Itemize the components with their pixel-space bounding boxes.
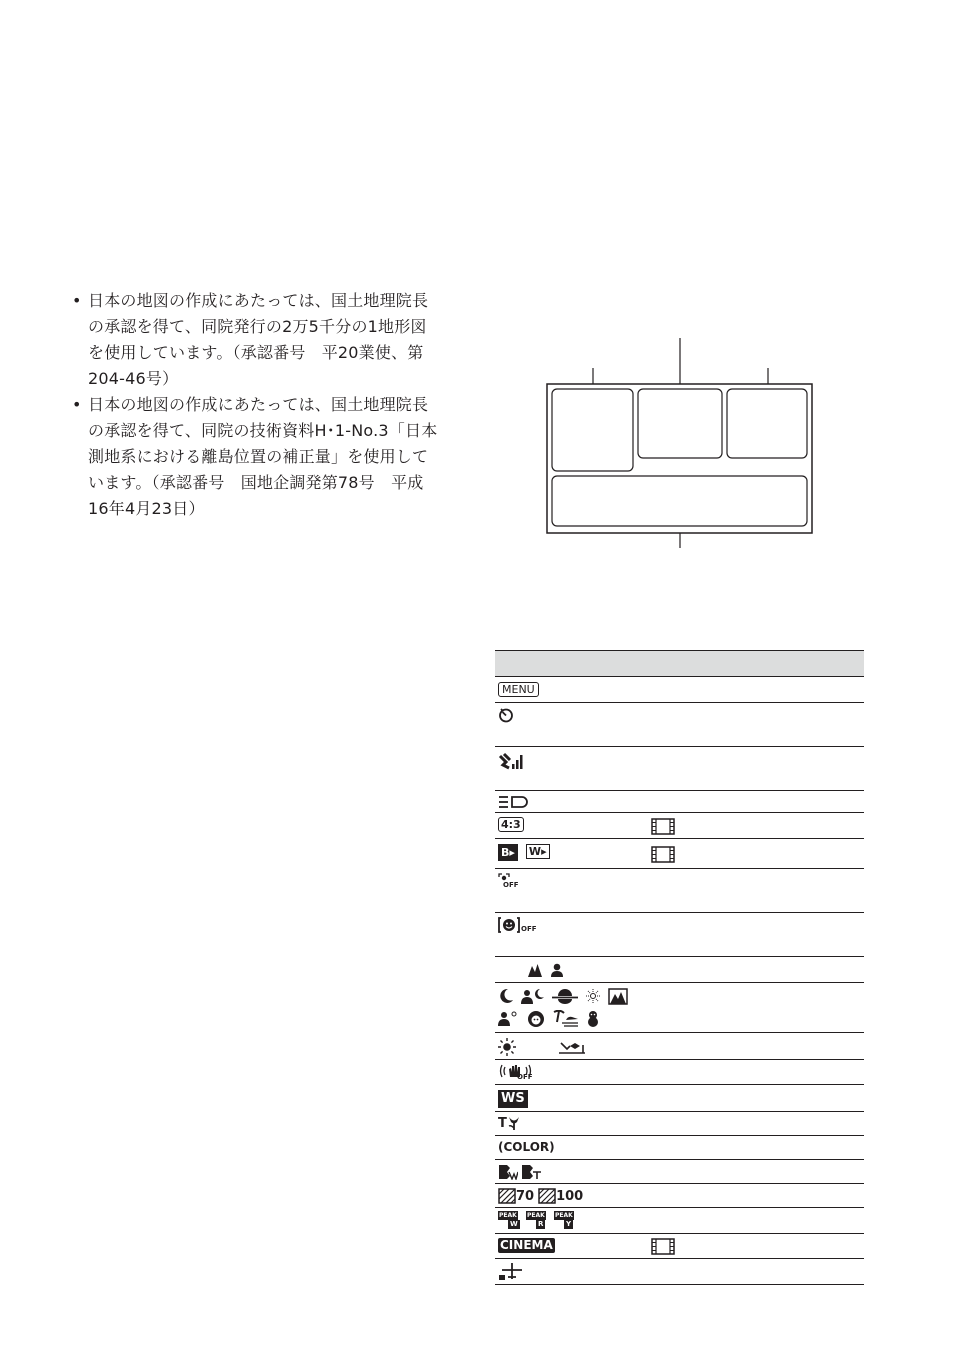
peaking-y-icon — [554, 1211, 578, 1231]
note-line: 日本の地図の作成にあたっては、国土地理院長 — [88, 395, 429, 414]
table-row — [495, 1112, 864, 1136]
table-row — [495, 1136, 864, 1160]
note-line: 測地系における離島位置の補正量」を使用して — [88, 447, 429, 466]
zebra-70-label: 70 — [516, 1189, 535, 1204]
peak-letter: R — [538, 1220, 544, 1228]
note-line: の承認を得て、同院の技術資料H･1-No.3「日本 — [88, 421, 438, 440]
area-center — [638, 389, 722, 458]
note-line: 日本の地図の作成にあたっては、国土地理院長 — [88, 291, 429, 310]
table-row — [495, 983, 864, 1033]
video-light-icon — [498, 795, 528, 809]
steadyshot-off-icon — [498, 1063, 534, 1081]
bullet: • — [72, 291, 82, 310]
landscape-icon — [528, 963, 542, 977]
peak-label: PEAK — [555, 1212, 573, 1219]
zebra-100-label: 100 — [556, 1189, 584, 1204]
table-row — [495, 1184, 864, 1208]
table-row — [495, 747, 864, 791]
snow-icon — [585, 1010, 601, 1027]
low-lux-w-icon — [498, 1164, 518, 1180]
sunrise-sunset-icon — [552, 988, 578, 1004]
menu-icon — [498, 682, 539, 697]
cinema-icon — [498, 1238, 555, 1253]
night-icon — [498, 988, 514, 1004]
smile-shutter-off-icon — [498, 917, 536, 935]
peaking-w-icon — [498, 1211, 522, 1231]
t-label: T — [498, 1116, 507, 1131]
low-lux-t-icon — [521, 1164, 541, 1180]
aspect-4-3-icon — [498, 817, 524, 832]
peak-label: PEAK — [499, 1212, 517, 1219]
beach-icon — [552, 1010, 578, 1027]
portrait-spot-icon — [498, 1010, 520, 1026]
peak-letter: Y — [566, 1220, 572, 1228]
table-row — [495, 839, 864, 869]
child-icon — [527, 1010, 545, 1028]
gps-signal-icon — [498, 752, 528, 770]
aspect-label: 4:3 — [501, 818, 521, 831]
flight-icon — [498, 1263, 522, 1281]
area-right — [727, 389, 807, 458]
table-row — [495, 1160, 864, 1184]
table-row — [495, 869, 864, 913]
peak-letter: W — [510, 1220, 518, 1228]
bullet: • — [72, 395, 82, 414]
off-label: OFF — [503, 881, 519, 889]
fireworks-icon — [585, 988, 601, 1004]
cinema-label: CINEMA — [500, 1238, 553, 1252]
blc-b-icon: B▸ — [498, 844, 518, 861]
auto-wb-icon — [559, 1041, 585, 1055]
table-row — [495, 703, 864, 747]
note-line: の承認を得て、同院発行の2万5千分の1地形図 — [88, 317, 427, 336]
self-timer-icon — [498, 707, 514, 723]
table-row — [495, 791, 864, 813]
off-label: OFF — [517, 1073, 533, 1081]
note-line: います。（承認番号 国地企調発第78号 平成 — [88, 473, 424, 492]
table-row — [495, 677, 864, 703]
menu-icon-label: MENU — [502, 683, 535, 696]
zebra-70-icon — [498, 1188, 534, 1204]
table-row — [495, 913, 864, 957]
table-row — [495, 1033, 864, 1060]
sun-icon — [498, 1038, 516, 1056]
blc-w-icon: W▸ — [526, 844, 550, 859]
note-item-2 — [72, 392, 442, 522]
table-row — [495, 1234, 864, 1259]
table-row — [495, 1085, 864, 1112]
screen-layout-svg — [546, 338, 816, 550]
note-item-1 — [72, 288, 442, 392]
note-line: を使用しています。（承認番号 平20業使、第 — [88, 343, 424, 362]
note-line: 16年4月23日） — [88, 499, 205, 518]
peaking-r-icon — [526, 1211, 550, 1231]
map-copyright-notes — [72, 288, 442, 522]
film-icon — [651, 818, 675, 835]
zebra-100-icon — [538, 1188, 583, 1204]
x-v-color-icon — [498, 1140, 555, 1155]
landscape-box-icon — [608, 988, 628, 1005]
night-portrait-icon — [521, 988, 545, 1004]
flower-icon — [508, 1116, 520, 1130]
table-row — [495, 1208, 864, 1234]
portrait-icon — [550, 963, 564, 977]
film-icon — [651, 846, 675, 863]
table-header — [495, 651, 864, 677]
face-detection-off-icon — [498, 873, 522, 891]
note-line: 204-46号） — [88, 369, 179, 388]
blc-b-label: B — [501, 846, 510, 859]
icon-table — [495, 650, 864, 1285]
table-row — [495, 1259, 864, 1285]
tele-macro-icon — [498, 1116, 520, 1132]
film-icon — [651, 1238, 675, 1255]
low-lux-icon — [498, 1164, 541, 1180]
peak-label: PEAK — [527, 1212, 545, 1219]
table-row — [495, 957, 864, 983]
screen-layout-diagram — [546, 338, 816, 550]
table-row — [495, 813, 864, 839]
wide-select-icon — [498, 1090, 528, 1108]
table-row — [495, 1060, 864, 1085]
off-label: OFF — [521, 925, 537, 933]
area-bottom — [552, 476, 807, 526]
area-left — [552, 389, 633, 471]
ws-label: WS — [501, 1091, 525, 1106]
color-label: (COLOR) — [498, 1140, 555, 1154]
blc-w-label: W — [528, 845, 542, 858]
